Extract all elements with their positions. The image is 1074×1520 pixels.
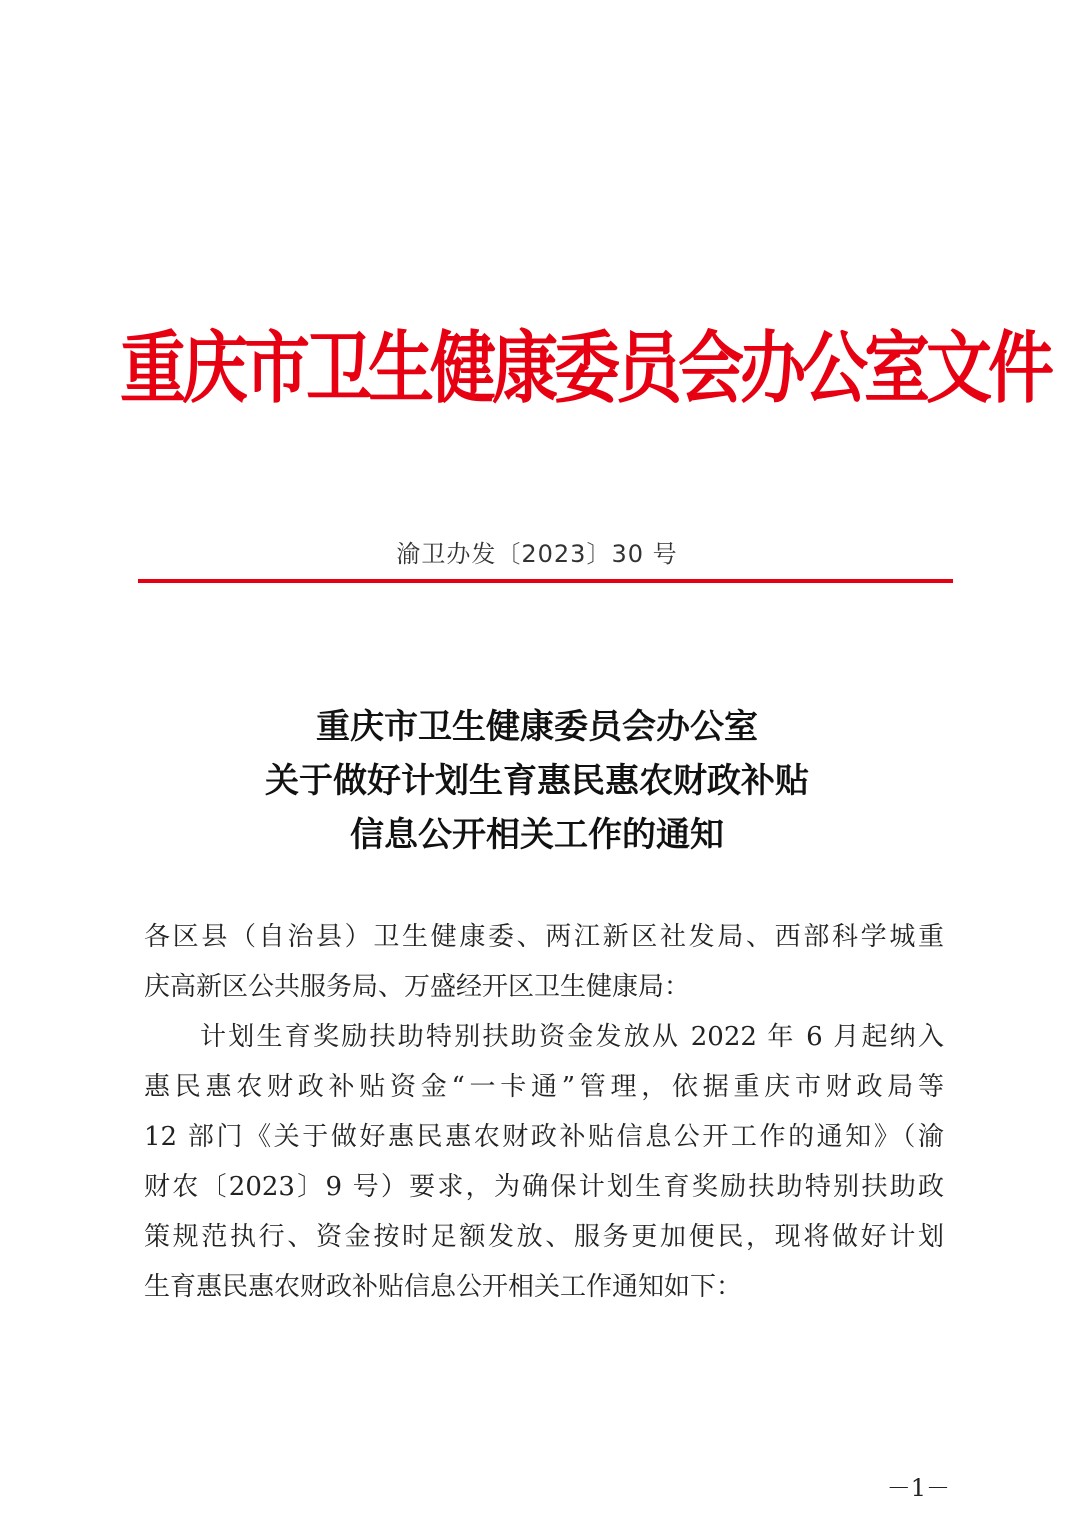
paragraph-line: 生育惠民惠农财政补贴信息公开相关工作通知如下： bbox=[144, 1272, 743, 1302]
paragraph-line: 策规范执行、资金按时足额发放、服务更加便民，现将做好计划 bbox=[144, 1222, 944, 1252]
title-line: 关于做好计划生育惠民惠农财政补贴 bbox=[265, 761, 809, 801]
document-number: 渝卫办发〔2023〕30 号 bbox=[396, 540, 678, 568]
paragraph-line: 财农〔2023〕9 号）要求，为确保计划生育奖励扶助特别扶助政 bbox=[144, 1172, 944, 1202]
document-body bbox=[144, 912, 944, 1312]
title-line: 重庆市卫生健康委员会办公室 bbox=[316, 707, 758, 747]
paragraph-line: 12 部门《关于做好惠民惠农财政补贴信息公开工作的通知》（渝 bbox=[144, 1122, 944, 1152]
page-number: －1－ bbox=[886, 1474, 950, 1502]
title-line: 信息公开相关工作的通知 bbox=[350, 815, 724, 855]
addressee-line: 庆高新区公共服务局、万盛经开区卫生健康局： bbox=[144, 972, 691, 1002]
document-title bbox=[120, 700, 954, 862]
paragraph-line: 惠民惠农财政补贴资金“一卡通”管理，依据重庆市财政局等 bbox=[144, 1072, 944, 1102]
paragraph-line: 计划生育奖励扶助特别扶助资金发放从 2022 年 6 月起纳入 bbox=[200, 1022, 944, 1052]
red-separator-rule bbox=[138, 579, 953, 583]
document-masthead: 重庆市卫生健康委员会办公室文件 bbox=[120, 321, 1050, 415]
addressee-line: 各区县（自治县）卫生健康委、两江新区社发局、西部科学城重 bbox=[144, 922, 944, 952]
